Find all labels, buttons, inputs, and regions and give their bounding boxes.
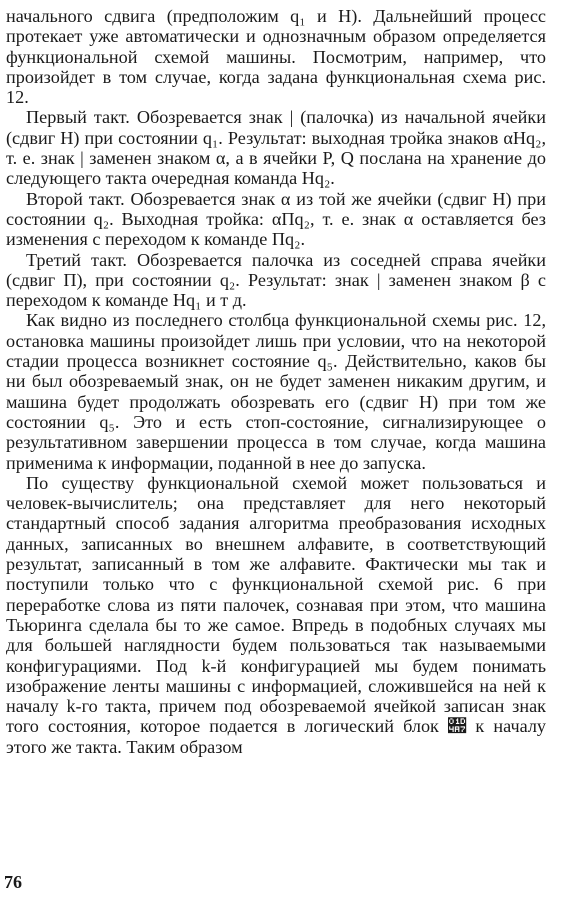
paragraph-continuation: начального сдвига (предположим q₁ и H). Дальнейший процесс протекает уже автоматически и однозначным образом определяется функциональной схемой машины. Посмотрим, например, что произойдет в том случае, когда задана функциональная схема рис. 12. xyxy=(6,6,546,108)
paragraph-second-step: Второй такт. Обозревается знак α из той же ячейки (сдвиг H) при состоянии q₂. Выходная тройка: αПq₂, т. е. знак α оставляется без изменения с переходом к команде Пq₂. xyxy=(6,188,546,250)
paragraph-third-step: Третий такт. Обозревается палочка из соседней справа ячейки (сдвиг П), при состоянии q₂. Результат: знак | заменен знаком β с переходом к команде Hq₁ и т д. xyxy=(6,249,546,311)
paragraph-configurations: По существу функциональной схемой может пользоваться и человек-вычислитель; она представляет для него некоторый стандартный способ задания алгоритма преобразования исходных данных, записанных во внешнем алфавите, в соответствующий результат, записанный в том же алфавите. Фактически мы так и поступили только что с функциональной схемой рис. 6 при переработке слова из пяти палочек, сознавая при этом, что машина Тьюринга сделала бы то же самое. Впредь в подобных случаях мы для большей наглядности будем пользоваться так называемыми конфигурациями. Под k-й конфигурацией мы будем понимать изображение ленты машины с информацией, сложившейся на ней к началу k-го такта, причем под обозреваемой ячейкой записан знак того состояния, которое подается в логический блок 𝒧 к началу этого же такта. Таким образом xyxy=(6,472,546,757)
paragraph-first-step: Первый такт. Обозревается знак | (палочка) из начальной ячейки (сдвиг H) при состоянии q₁. Результат: выходная тройка знаков αHq₂, т. е. знак | заменен знаком α, а в ячейки P, Q послана на хранение до следующего такта очередная команда Hq₂. xyxy=(6,107,546,189)
paragraph-stop-state: Как видно из последнего столбца функциональной схемы рис. 12, остановка машины произойдет лишь при условии, что на некоторой стадии процесса возникнет состояние q₅. Действительно, каков бы ни был обозреваемый знак, он не будет заменен никаким другим, и машина будет продолжать обозревать его (сдвиг H) при том же состоянии q₅. Это и есть стоп-состояние, сигнализирующее о результативном завершении процесса в том случае, когда машина применима к информации, поданной в нее до запуска. xyxy=(6,310,546,473)
page-number: 76 xyxy=(4,872,22,892)
book-page xyxy=(6,6,546,894)
